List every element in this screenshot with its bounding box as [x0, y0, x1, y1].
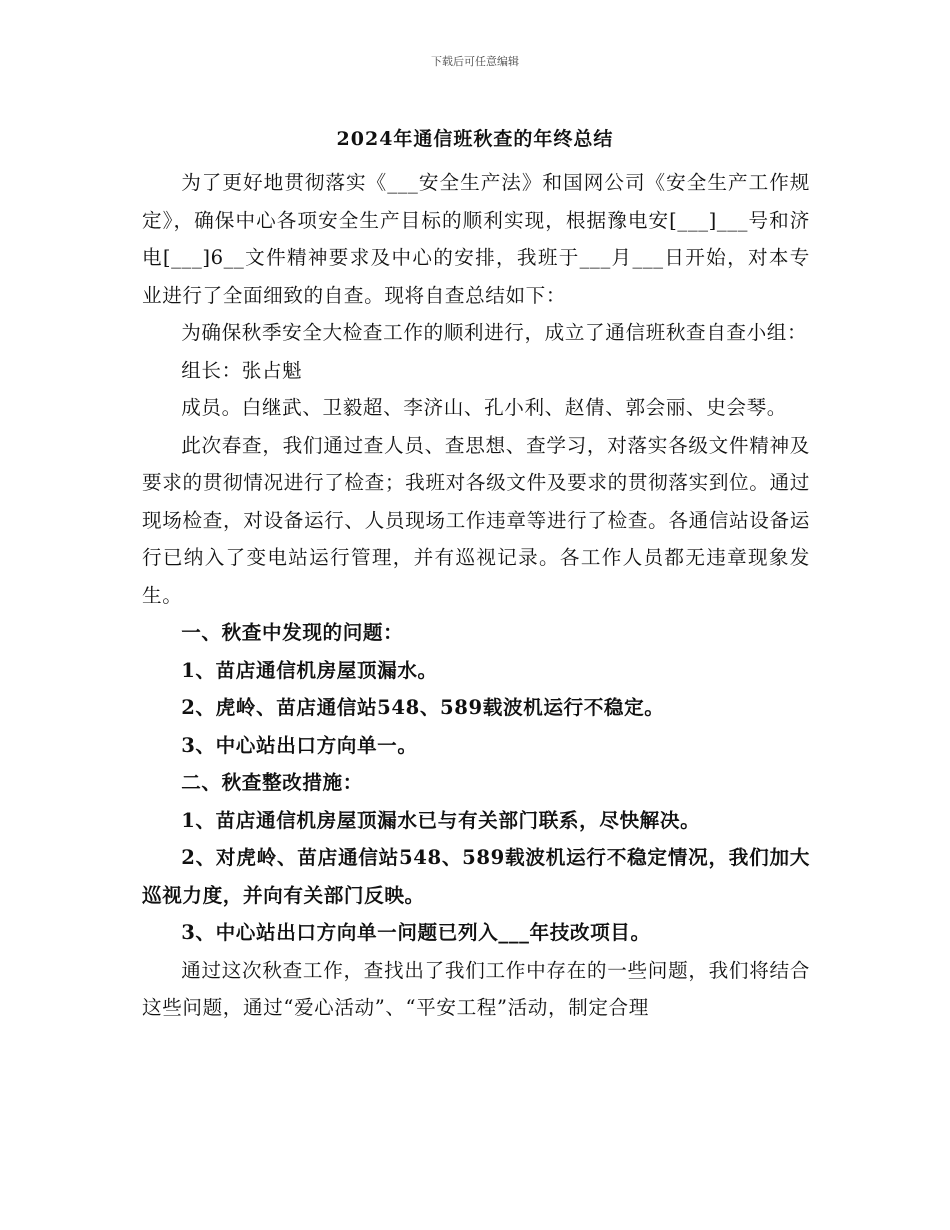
list-item: 1、苗店通信机房屋顶漏水。 — [181, 658, 438, 682]
paragraph: 为了更好地贯彻落实《___安全生产法》和国网公司《安全生产工作规定》，确保中心各项安全生产目标的顺利实现，根据豫电安[___]___号和济电[___]6__文件精神要求及中心的安排，我班于___月___日开始，对本专业进行了全面细致的自查。现将自查总结如下： — [142, 171, 810, 307]
paragraph: 通过这次秋查工作，查找出了我们工作中存在的一些问题，我们将结合这些问题，通过“爱心活动”、“平安工程”活动，制定合理 — [142, 958, 810, 1019]
paragraph: 为确保秋季安全大检查工作的顺利进行，成立了通信班秋查自查小组： — [181, 321, 808, 344]
paragraph: 此次春查，我们通过查人员、查思想、查学习，对落实各级文件精神及要求的贯彻情况进行了检查；我班对各级文件及要求的贯彻落实到位。通过现场检查，对设备运行、人员现场工作违章等进行了检查。各通信站设备运行已纳入了变电站运行管理，并有巡视记录。各工作人员都无违章现象发生。 — [142, 433, 810, 607]
list-item: 3、中心站出口方向单一问题已列入___年技改项目。 — [181, 921, 651, 944]
list-item: 2、对虎岭、苗店通信站548、589载波机运行不稳定情况，我们加大巡视力度，并向有关部门反映。 — [142, 846, 810, 907]
paragraph: 成员。白继武、卫毅超、李济山、孔小利、赵倩、郭会丽、史会琴。 — [181, 396, 787, 419]
section-heading: 一、秋查中发现的问题： — [181, 621, 404, 644]
page-header: 下载后可任意编辑 — [431, 55, 519, 68]
list-item: 1、苗店通信机房屋顶漏水已与有关部门联系，尽快解决。 — [181, 808, 701, 832]
list-item: 3、中心站出口方向单一。 — [181, 733, 418, 757]
section-heading: 二、秋查整改措施： — [181, 771, 363, 794]
paragraph: 组长：张占魁 — [181, 358, 303, 382]
document-title: 2024年通信班秋查的年终总结 — [336, 128, 614, 150]
document-body — [142, 164, 810, 1027]
list-item: 2、虎岭、苗店通信站548、589载波机运行不稳定。 — [181, 696, 665, 719]
